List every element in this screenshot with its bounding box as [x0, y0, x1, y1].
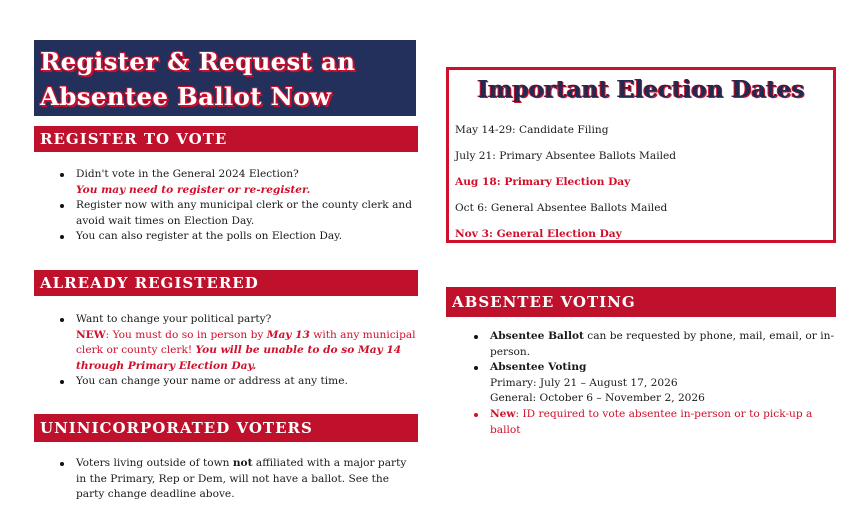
absentee-voting-header: ABSENTEE VOTING	[446, 287, 836, 317]
unincorporated-list	[58, 456, 418, 503]
page-title-line-1: Register & Request an	[40, 47, 356, 76]
absentee-general-range: General: October 6 – November 2, 2026	[490, 392, 705, 405]
absentee-list	[472, 329, 836, 438]
registered-may13: May 13	[266, 328, 310, 341]
register-list	[58, 167, 418, 245]
list-item	[472, 329, 836, 360]
absentee-ballot-text: can be requested by phone, mail, email, or in-person.	[490, 330, 835, 358]
date-row: July 21: Primary Absentee Ballots Mailed	[455, 150, 677, 162]
date-row: Oct 6: General Absentee Ballots Mailed	[455, 202, 668, 214]
election-dates-box	[446, 67, 836, 243]
registered-list	[58, 312, 418, 390]
list-item	[58, 312, 418, 374]
registered-bullet-1-red-3: You will be unable to do so May 14 through Primary Election Day.	[76, 344, 402, 372]
registered-bullet-1-red-1: : You must do so in person by	[105, 328, 267, 341]
list-item	[58, 456, 418, 503]
absentee-primary-range: Primary: July 21 – August 17, 2026	[490, 376, 678, 389]
unincorporated-voters-header: UNINICORPORATED VOTERS	[34, 414, 418, 442]
registered-bullet-1-text: Want to change your political party?	[76, 313, 272, 325]
date-row-general-election: Nov 3: General Election Day	[455, 228, 622, 240]
page-title-line-2: Absentee Ballot Now	[40, 82, 332, 111]
registered-bullet-2-text: You can change your name or address at any time.	[76, 375, 348, 388]
already-registered-header: ALREADY REGISTERED	[34, 270, 418, 296]
register-bullet-3-text: You can also register at the polls on Election Day.	[76, 230, 343, 243]
list-item	[58, 229, 418, 245]
registered-bullet-1-red-2: with any municipal clerk or county clerk!	[76, 328, 416, 357]
absentee-id-text: : ID required to vote absentee in-person or to pick-up a ballot	[490, 407, 813, 436]
page-title-banner	[34, 40, 416, 116]
list-item	[472, 360, 836, 407]
unincorporated-not: not	[232, 457, 253, 469]
register-to-vote-header: REGISTER TO VOTE	[34, 126, 418, 152]
list-item	[58, 374, 418, 390]
date-row: May 14-29: Candidate Filing	[455, 124, 609, 136]
date-row-primary-election: Aug 18: Primary Election Day	[455, 176, 631, 188]
list-item	[58, 198, 418, 229]
register-bullet-1-text: Didn't vote in the General 2024 Election?	[76, 168, 299, 180]
list-item	[472, 407, 836, 438]
list-item	[58, 167, 418, 198]
register-bullet-1-red: You may need to register or re-register.	[76, 183, 311, 196]
unincorporated-text-a: Voters living outside of town	[76, 457, 233, 469]
unincorporated-text-b: affiliated with a major party in the Primary, Rep or Dem, will not have a ballot. See the party change deadline above.	[76, 457, 407, 501]
absentee-voting-label: Absentee Voting	[490, 361, 587, 374]
absentee-ballot-label: Absentee Ballot	[490, 330, 584, 342]
election-dates-title: Important Election Dates	[477, 76, 805, 103]
registered-new-label: NEW	[76, 328, 106, 341]
absentee-new-label: New	[490, 407, 516, 420]
register-bullet-2-text: Register now with any municipal clerk or the county clerk and avoid wait times on Election Day.	[76, 199, 412, 227]
